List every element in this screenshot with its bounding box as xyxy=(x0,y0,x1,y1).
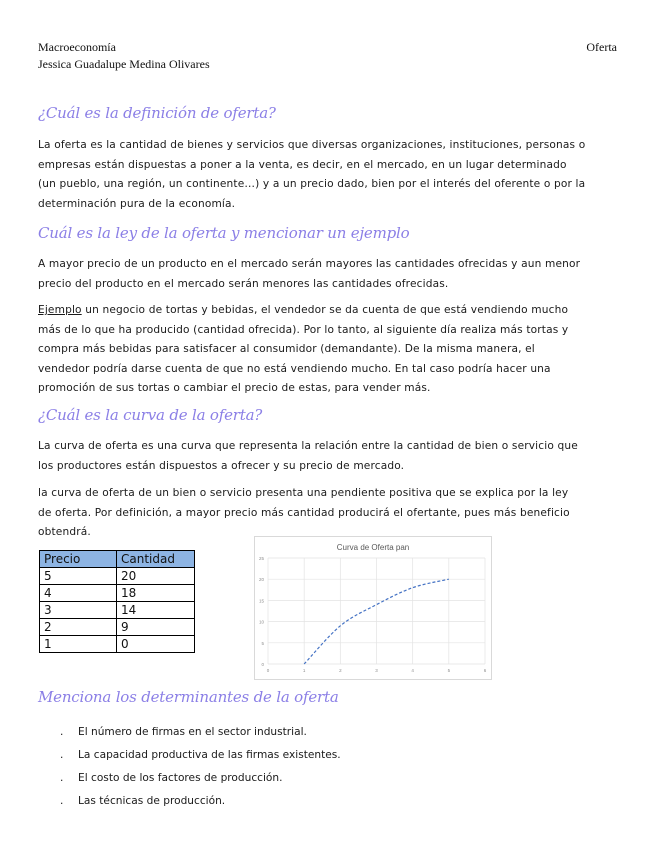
example-label: Ejemplo xyxy=(38,304,82,316)
text-line: de oferta. Por definición, a mayor precio más cantidad producirá el ofertante, pues más beneficio xyxy=(38,506,570,519)
bullet-icon: . xyxy=(60,726,64,738)
y-tick-label: 5 xyxy=(261,640,264,646)
bullet-icon: . xyxy=(60,772,64,784)
text-line: empresas están dispuestas a poner a la venta, es decir, en el mercado, en un lugar determinado xyxy=(38,158,567,171)
cell-cantidad: 20 xyxy=(117,568,195,585)
text-line xyxy=(38,301,618,321)
paragraph-definicion xyxy=(38,136,618,214)
text-line: precio del producto en el mercado serán menores las cantidades ofrecidas. xyxy=(38,277,449,290)
heading-curva-oferta: ¿Cuál es la curva de la oferta? xyxy=(38,406,263,424)
text-line: vendedor podría darse cuenta de que no está vendiendo mucho. En tal caso podría hacer una xyxy=(38,362,551,375)
topic-label: Oferta xyxy=(586,40,617,54)
x-tick-label: 6 xyxy=(483,668,487,673)
list-item-text: El costo de los factores de producción. xyxy=(78,772,283,784)
text-line: compra más bebidas para satisfacer al consumidor (demandante). De la misma manera, el xyxy=(38,343,535,355)
list-item-text: La capacidad productiva de las firmas existentes. xyxy=(78,749,341,761)
cell-cantidad: 14 xyxy=(117,602,195,619)
text-line: La curva de oferta es una curva que representa la relación entre la cantidad de bien o servicio que xyxy=(38,440,578,452)
table-row xyxy=(40,602,195,619)
heading-determinantes: Menciona los determinantes de la oferta xyxy=(38,688,339,706)
author-name: Jessica Guadalupe Medina Olivares xyxy=(38,57,210,71)
text-line: los productores están dispuestos a ofrecer y su precio de mercado. xyxy=(38,459,405,472)
header-precio: Precio xyxy=(40,551,117,568)
supply-curve-chart xyxy=(254,536,492,680)
cell-precio: 4 xyxy=(40,585,117,602)
y-tick-label: 0 xyxy=(261,662,264,667)
paragraph-curva-2 xyxy=(38,484,618,543)
course-name: Macroeconomía xyxy=(38,40,116,54)
cell-precio: 3 xyxy=(40,602,117,619)
text-line: obtendrá. xyxy=(38,526,91,538)
list-item-text: Las técnicas de producción. xyxy=(78,795,226,807)
cell-precio: 2 xyxy=(40,619,117,636)
text-line: A mayor precio de un producto en el mercado serán mayores las cantidades ofrecidas y aun menor xyxy=(38,258,581,270)
list-item xyxy=(60,745,341,768)
table-row xyxy=(40,619,195,636)
list-item xyxy=(60,722,341,745)
cell-precio: 1 xyxy=(40,636,117,653)
text-line: La oferta es la cantidad de bienes y servicios que diversas organizaciones, instituciones, personas o xyxy=(38,139,586,151)
paragraph-curva-1 xyxy=(38,437,618,476)
list-item xyxy=(60,768,341,791)
heading-definicion: ¿Cuál es la definición de oferta? xyxy=(38,104,276,122)
text-line: promoción de sus tortas o cambiar el precio de estas, para vender más. xyxy=(38,382,431,394)
bullet-icon: . xyxy=(60,795,64,807)
chart-title: Curva de Oferta pan xyxy=(336,543,410,552)
table-row xyxy=(40,636,195,653)
supply-table xyxy=(39,550,195,653)
list-item xyxy=(60,791,341,814)
paragraph-ley xyxy=(38,255,618,294)
y-tick-label: 15 xyxy=(258,598,264,604)
text-line: la curva de oferta de un bien o servicio presenta una pendiente positiva que se explica por la ley xyxy=(38,487,569,499)
text-line: determinación pura de la economía. xyxy=(38,197,236,210)
x-tick-label: 5 xyxy=(447,668,451,673)
x-tick-label: 0 xyxy=(266,668,270,673)
table-header-row xyxy=(40,551,195,568)
x-tick-label: 4 xyxy=(411,668,414,673)
text-line: (un pueblo, una región, un continente…) y a un precio dado, bien por el interés del oferente o por la xyxy=(38,178,586,190)
cell-precio: 5 xyxy=(40,568,117,585)
cell-cantidad: 9 xyxy=(117,619,195,636)
cell-cantidad: 18 xyxy=(117,585,195,602)
y-tick-label: 25 xyxy=(258,556,264,561)
paragraph-ejemplo xyxy=(38,301,618,399)
text-line: más de lo que ha producido (cantidad ofrecida). Por lo tanto, al siguiente día realiza más tortas y xyxy=(38,323,569,336)
table-row xyxy=(40,568,195,585)
table-row xyxy=(40,585,195,602)
x-tick-label: 3 xyxy=(375,668,378,673)
x-tick-label: 1 xyxy=(302,668,306,673)
x-tick-label: 2 xyxy=(339,668,342,673)
example-text: un negocio de tortas y bebidas, el vendedor se da cuenta de que está vendiendo mucho xyxy=(81,304,569,316)
header-cantidad: Cantidad xyxy=(117,551,195,568)
determinants-list xyxy=(60,722,341,814)
y-tick-label: 20 xyxy=(258,577,264,583)
bullet-icon: . xyxy=(60,749,64,761)
list-item-text: El número de firmas en el sector industrial. xyxy=(78,726,307,738)
cell-cantidad: 0 xyxy=(117,636,195,653)
y-tick-label: 10 xyxy=(258,619,264,625)
heading-ley-oferta: Cuál es la ley de la oferta y mencionar un ejemplo xyxy=(38,224,410,242)
